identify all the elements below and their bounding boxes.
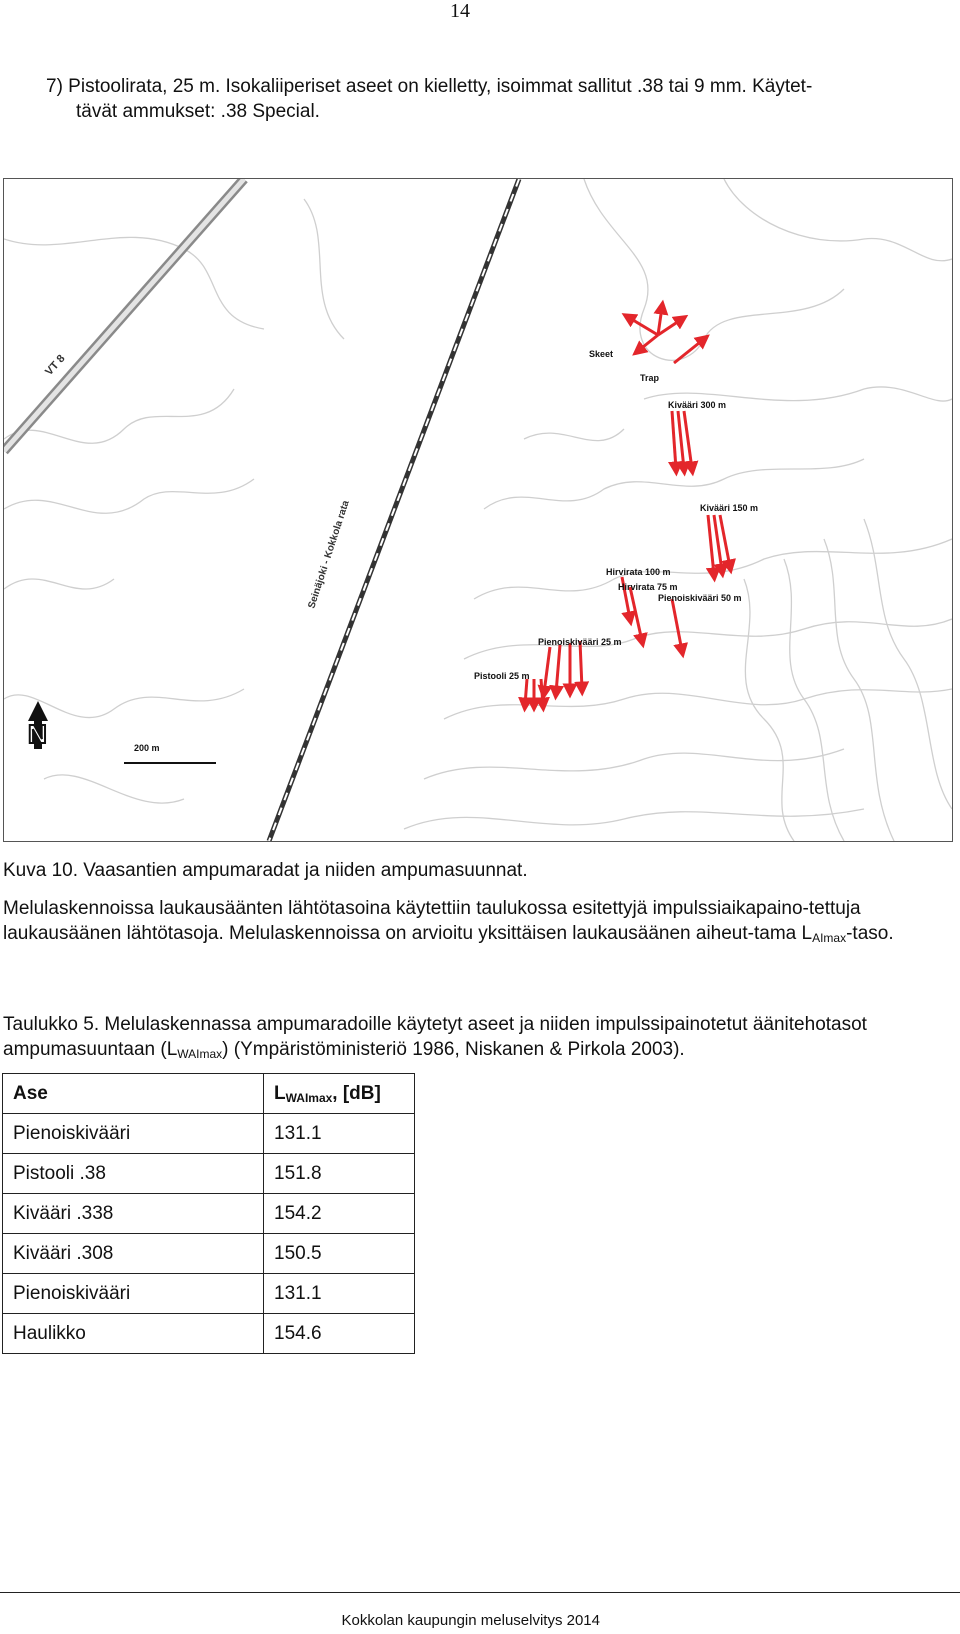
kivaari300-arrow	[684, 411, 692, 469]
table-row	[3, 1314, 415, 1354]
footer-divider	[0, 1592, 960, 1593]
pienoiskivaari25-arrow	[556, 645, 560, 693]
weapons-table	[2, 1073, 415, 1354]
weapon-cell: Pienoiskivääri	[3, 1274, 264, 1314]
label-kivaari150: Kivääri 150 m	[700, 503, 759, 513]
skeet-arrow	[658, 319, 682, 335]
level-cell: 131.1	[264, 1274, 415, 1314]
figure-caption: Kuva 10. Vaasantien ampumaradat ja niiden ampumasuunnat.	[3, 860, 528, 881]
weapon-cell: Kivääri .338	[3, 1194, 264, 1234]
road-vt8	[4, 179, 244, 451]
weapon-cell: Pienoiskivääri	[3, 1114, 264, 1154]
weapon-cell: Haulikko	[3, 1314, 264, 1354]
level-cell: 154.6	[264, 1314, 415, 1354]
road-label: VT 8	[43, 352, 68, 378]
label-trap: Trap	[640, 373, 660, 383]
label-kivaari300: Kivääri 300 m	[668, 400, 727, 410]
table-header-row	[3, 1074, 415, 1114]
level-cell: 151.8	[264, 1154, 415, 1194]
table-row	[3, 1234, 415, 1274]
header-level-main: L	[274, 1082, 286, 1104]
label-pienoiskivaari50: Pienoiskivääri 50 m	[658, 593, 742, 603]
table-caption-end: ) (Ympäristöministeriö 1986, Niskanen & Pirkola 2003).	[222, 1039, 685, 1060]
table-row	[3, 1154, 415, 1194]
body-paragraph	[3, 896, 948, 951]
pistooli25-arrow	[541, 679, 543, 705]
kivaari300-arrow	[672, 411, 676, 469]
scale-label: 200 m	[134, 743, 160, 753]
header-level-unit: , [dB]	[332, 1082, 381, 1104]
body-text: Melulaskennoissa laukausäänten lähtötasoina käytettiin taulukossa esitettyjä impulssiaikapaino-tettuja laukausäänen lähtötasoja. Melulaskennoissa on arvioitu yksittäisen laukausäänen aiheut-tama L	[3, 898, 861, 944]
table-caption-text: Taulukko 5. Melulaskennassa ampumaradoille käytetyt aseet ja niiden impulssipainotetut äänitehotasot ampumasuuntaan (L	[3, 1014, 867, 1060]
label-hirvirata100: Hirvirata 100 m	[606, 567, 671, 577]
page-number: 14	[450, 0, 470, 22]
level-cell: 131.1	[264, 1114, 415, 1154]
item7-line1: 7) Pistoolirata, 25 m. Isokaliiperiset aseet on kielletty, isoimmat sallitut .38 tai 9 mm. Käytet-	[46, 76, 813, 97]
body-subscript: AImax	[812, 931, 847, 945]
table-row	[3, 1274, 415, 1314]
label-pienoiskivaari25: Pienoiskivääri 25 m	[538, 637, 622, 647]
level-cell: 154.2	[264, 1194, 415, 1234]
rail-label: Seinäjoki - Kokkola rata	[306, 499, 352, 610]
weapon-cell: Kivääri .308	[3, 1234, 264, 1274]
pienoiskivaari25-arrow	[580, 641, 582, 689]
table-row	[3, 1194, 415, 1234]
hirvirata-arrow	[630, 587, 642, 641]
weapon-cell: Pistooli .38	[3, 1154, 264, 1194]
header-level	[264, 1074, 415, 1114]
kivaari300-arrow	[678, 411, 684, 469]
label-pistooli25: Pistooli 25 m	[474, 671, 530, 681]
kivaari150-arrow	[708, 515, 714, 575]
skeet-arrow	[628, 317, 658, 335]
item7-line2: tävät ammukset: .38 Special.	[76, 101, 320, 122]
trap-arrow	[674, 339, 704, 363]
body-text-end: -taso.	[846, 923, 894, 944]
shooting-range-map	[3, 178, 953, 842]
pistooli25-arrow	[525, 679, 527, 705]
table-row	[3, 1114, 415, 1154]
map-svg	[4, 179, 952, 841]
list-item-7	[46, 74, 926, 124]
pienoiskivaari50-arrow	[672, 599, 682, 651]
table-caption-subscript: WAImax	[177, 1047, 223, 1061]
table-caption	[3, 1012, 948, 1067]
header-level-sub: WAImax	[285, 1090, 333, 1105]
railway	[269, 179, 519, 841]
label-skeet: Skeet	[589, 349, 614, 359]
skeet-arrow	[658, 307, 662, 335]
page-footer: Kokkolan kaupungin meluselvitys 2014	[341, 1612, 600, 1629]
north-arrow-icon	[28, 701, 48, 749]
label-hirvirata75: Hirvirata 75 m	[618, 582, 678, 592]
north-label: N	[28, 719, 47, 749]
pienoiskivaari25-arrow	[544, 647, 550, 693]
header-weapon: Ase	[3, 1074, 264, 1114]
contour-lines	[4, 179, 952, 841]
level-cell: 150.5	[264, 1234, 415, 1274]
